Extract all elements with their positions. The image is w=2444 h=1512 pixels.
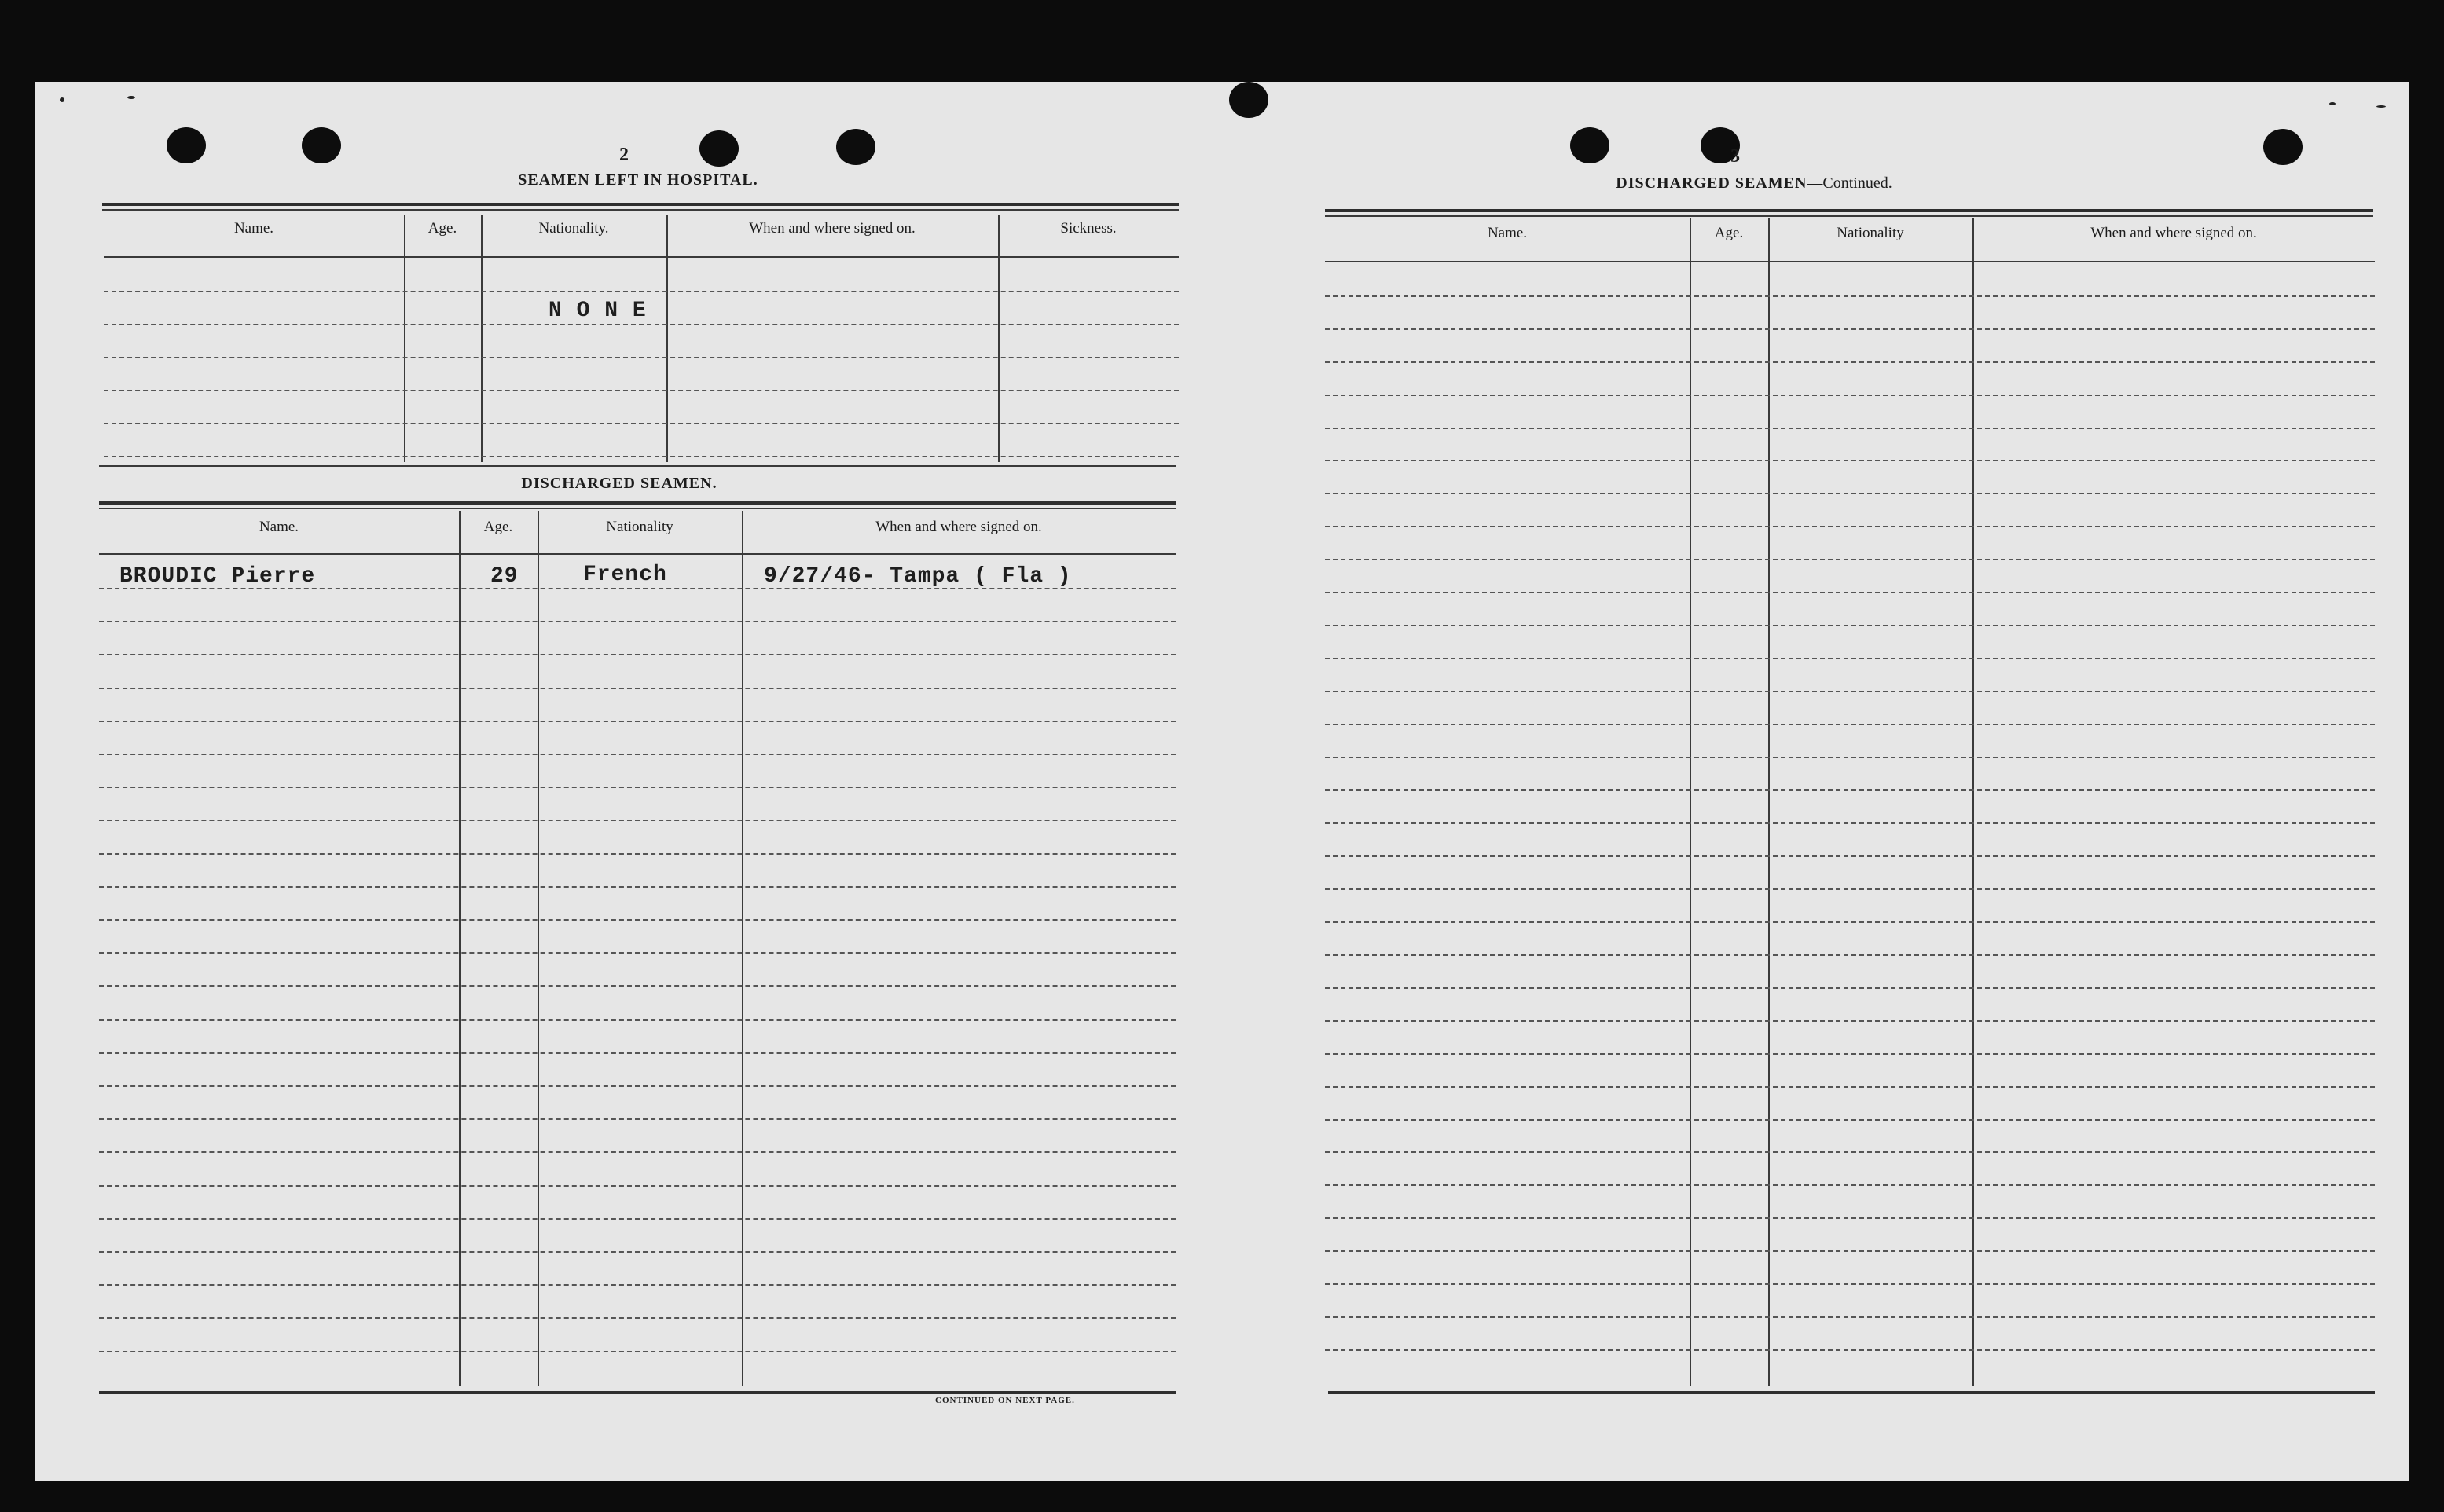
column-divider (481, 215, 483, 462)
column-header: When and where signed on. (2090, 225, 2257, 241)
dotted-row-line (104, 324, 1179, 325)
column-header: Nationality (606, 519, 673, 535)
rule (99, 508, 1176, 509)
dotted-row-line (99, 621, 1176, 622)
dotted-row-line (1325, 592, 2375, 593)
scan-speck (60, 97, 64, 102)
dotted-row-line (1325, 428, 2375, 429)
dotted-row-line (1325, 954, 2375, 956)
column-header: Name. (1487, 225, 1528, 241)
discharged-section-title: DISCHARGED SEAMEN. (521, 475, 717, 492)
column-header: Nationality. (538, 220, 609, 237)
dotted-row-line (99, 853, 1176, 855)
dotted-row-line (1325, 789, 2375, 791)
dotted-row-line (99, 1085, 1176, 1087)
dotted-row-line (1325, 361, 2375, 363)
column-header: Age. (428, 220, 457, 237)
dotted-row-line (104, 456, 1179, 457)
rule (99, 1391, 1176, 1394)
dotted-row-line (1325, 295, 2375, 297)
header-rule (99, 553, 1176, 555)
dotted-row-line (99, 820, 1176, 821)
discharged-continued-title (1616, 174, 1892, 193)
header-rule (1325, 261, 2375, 262)
column-divider (459, 511, 461, 1386)
dotted-row-line (1325, 724, 2375, 725)
dotted-row-line (1325, 658, 2375, 659)
column-header: When and where signed on. (749, 220, 916, 237)
column-header: Name. (259, 519, 299, 535)
dotted-row-line (99, 1118, 1176, 1120)
dotted-row-line (1325, 1020, 2375, 1022)
punch-hole (699, 130, 739, 167)
dotted-row-line (1325, 526, 2375, 527)
rule (99, 501, 1176, 505)
dotted-row-line (104, 390, 1179, 391)
hospital-none-entry: N O N E (549, 299, 647, 323)
column-header: Nationality (1837, 225, 1904, 241)
seaman-signed-on: 9/27/46- Tampa ( Fla ) (764, 564, 1072, 589)
column-divider (1768, 218, 1770, 1386)
dotted-row-line (1325, 888, 2375, 890)
punch-hole (1229, 82, 1268, 118)
column-divider (538, 511, 539, 1386)
dotted-row-line (1325, 1250, 2375, 1252)
page-number: 2 (619, 145, 629, 165)
dotted-row-line (1325, 855, 2375, 857)
seaman-nationality: French (583, 563, 667, 587)
dotted-row-line (99, 1284, 1176, 1286)
column-divider (404, 215, 405, 462)
column-divider (742, 511, 743, 1386)
dotted-row-line (1325, 1316, 2375, 1318)
right-page (1229, 82, 2409, 1481)
column-divider (1972, 218, 1974, 1386)
scanned-document (35, 82, 2409, 1481)
dotted-row-line (1325, 559, 2375, 560)
dotted-row-line (1325, 460, 2375, 461)
column-divider (998, 215, 1000, 462)
dotted-row-line (99, 1317, 1176, 1319)
dotted-row-line (99, 754, 1176, 755)
dotted-row-line (99, 1351, 1176, 1352)
scan-speck (2376, 105, 2386, 108)
section-title-main: DISCHARGED SEAMEN (1616, 174, 1807, 192)
dotted-row-line (1325, 625, 2375, 626)
dotted-row-line (1325, 1349, 2375, 1351)
scan-speck (127, 96, 135, 99)
dotted-row-line (1325, 1086, 2375, 1088)
dotted-row-line (1325, 1217, 2375, 1219)
punch-hole (1570, 127, 1609, 163)
dotted-row-line (1325, 493, 2375, 494)
dotted-row-line (99, 1052, 1176, 1054)
dotted-row-line (99, 1185, 1176, 1187)
section-title-suffix: —Continued. (1807, 174, 1892, 192)
dotted-row-line (1325, 1283, 2375, 1285)
dotted-row-line (99, 1251, 1176, 1253)
hospital-section-title: SEAMEN LEFT IN HOSPITAL. (518, 171, 758, 189)
seaman-age: 29 (490, 564, 519, 589)
column-header: When and where signed on. (875, 519, 1042, 535)
dotted-row-line (1325, 1119, 2375, 1121)
rule (102, 203, 1179, 206)
dotted-row-line (99, 1151, 1176, 1153)
rule (1325, 215, 2373, 217)
page-number: 3 (1730, 146, 1740, 167)
dotted-row-line (1325, 328, 2375, 330)
punch-hole (302, 127, 341, 163)
dotted-row-line (1325, 691, 2375, 692)
dotted-row-line (1325, 395, 2375, 396)
dotted-row-line (99, 952, 1176, 954)
dotted-row-line (99, 985, 1176, 987)
dotted-row-line (1325, 822, 2375, 824)
left-page (35, 82, 1229, 1481)
header-rule (104, 256, 1179, 258)
dotted-row-line (1325, 1184, 2375, 1186)
dotted-row-line (99, 721, 1176, 722)
column-divider (1690, 218, 1691, 1386)
dotted-row-line (99, 886, 1176, 888)
scan-speck (2329, 102, 2336, 105)
punch-hole (2263, 129, 2303, 165)
continued-footer: CONTINUED ON NEXT PAGE. (935, 1396, 1075, 1405)
dotted-row-line (1325, 987, 2375, 989)
dotted-row-line (1325, 921, 2375, 923)
rule (1328, 1391, 2375, 1394)
punch-hole (836, 129, 875, 165)
rule (99, 465, 1176, 467)
column-header: Age. (1714, 225, 1744, 241)
dotted-row-line (99, 688, 1176, 689)
rule (102, 209, 1179, 211)
dotted-row-line (1325, 757, 2375, 758)
dotted-row-line (104, 423, 1179, 424)
seaman-name: BROUDIC Pierre (119, 564, 316, 589)
dotted-row-line (104, 357, 1179, 358)
column-header: Name. (233, 220, 274, 237)
column-divider (666, 215, 668, 462)
column-header: Age. (483, 519, 513, 535)
dotted-row-line (104, 291, 1179, 292)
dotted-row-line (99, 1218, 1176, 1220)
dotted-row-line (99, 787, 1176, 788)
dotted-row-line (99, 919, 1176, 921)
dotted-row-line (1325, 1053, 2375, 1055)
rule (1325, 209, 2373, 212)
punch-hole (167, 127, 206, 163)
column-header: Sickness. (1060, 220, 1117, 237)
dotted-row-line (1325, 1151, 2375, 1153)
dotted-row-line (99, 1019, 1176, 1021)
dotted-row-line (99, 654, 1176, 655)
